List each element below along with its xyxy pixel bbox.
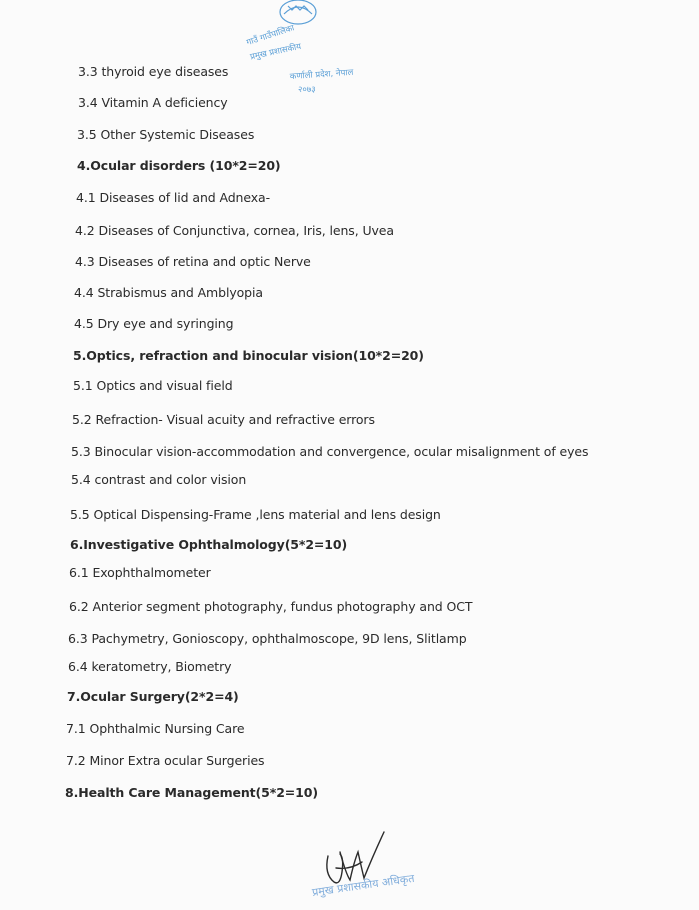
line-6-3: 6.3 Pachymetry, Gonioscopy, ophthalmoscope, 9D lens, Slitlamp (68, 631, 467, 646)
line-4-1: 4.1 Diseases of lid and Adnexa- (76, 190, 270, 205)
signature-stroke-2 (340, 832, 384, 880)
line-4-3: 4.3 Diseases of retina and optic Nerve (75, 254, 311, 269)
line-6-2: 6.2 Anterior segment photography, fundus photography and OCT (69, 599, 473, 614)
seal-text-line3: कर्णाली प्रदेश, नेपाल (289, 67, 354, 83)
heading-section-5: 5.Optics, refraction and binocular vision(10*2=20) (73, 348, 424, 363)
seal-text-line2: प्रमुख प्रशासकीय (249, 41, 303, 63)
line-5-4: 5.4 contrast and color vision (71, 472, 247, 487)
line-3-4: 3.4 Vitamin A deficiency (78, 95, 228, 110)
line-3-5: 3.5 Other Systemic Diseases (77, 127, 255, 142)
heading-section-6: 6.Investigative Ophthalmology(5*2=10) (70, 537, 348, 552)
handwritten-signature (327, 832, 384, 883)
line-5-1: 5.1 Optics and visual field (73, 378, 233, 393)
seal-text-line1: गाउँ गाउँपालिका (245, 23, 296, 49)
line-7-2: 7.2 Minor Extra ocular Surgeries (66, 753, 265, 768)
seal-year: २०७३ (298, 85, 316, 95)
official-signature (300, 822, 450, 904)
heading-section-8: 8.Health Care Management(5*2=10) (65, 785, 318, 800)
line-4-4: 4.4 Strabismus and Amblyopia (74, 285, 263, 300)
signature-stroke-3 (336, 862, 362, 868)
line-4-2: 4.2 Diseases of Conjunctiva, cornea, Iris, lens, Uvea (75, 223, 394, 238)
seal-emblem (280, 0, 316, 24)
line-6-4: 6.4 keratometry, Biometry (68, 659, 232, 674)
heading-section-4: 4.Ocular disorders (10*2=20) (77, 158, 281, 173)
line-6-1: 6.1 Exophthalmometer (69, 565, 211, 580)
line-4-5: 4.5 Dry eye and syringing (74, 316, 234, 331)
line-5-5: 5.5 Optical Dispensing-Frame ,lens material and lens design (70, 507, 441, 522)
heading-section-7: 7.Ocular Surgery(2*2=4) (67, 689, 239, 704)
line-5-2: 5.2 Refraction- Visual acuity and refractive errors (72, 412, 375, 427)
office-seal-stamp (236, 0, 366, 100)
line-3-3: 3.3 thyroid eye diseases (78, 64, 229, 79)
signature-title: प्रमुख प्रशासकीय अधिकृत (311, 871, 416, 900)
line-7-1: 7.1 Ophthalmic Nursing Care (66, 721, 245, 736)
line-5-3: 5.3 Binocular vision-accommodation and convergence, ocular misalignment of eyes (71, 444, 589, 459)
